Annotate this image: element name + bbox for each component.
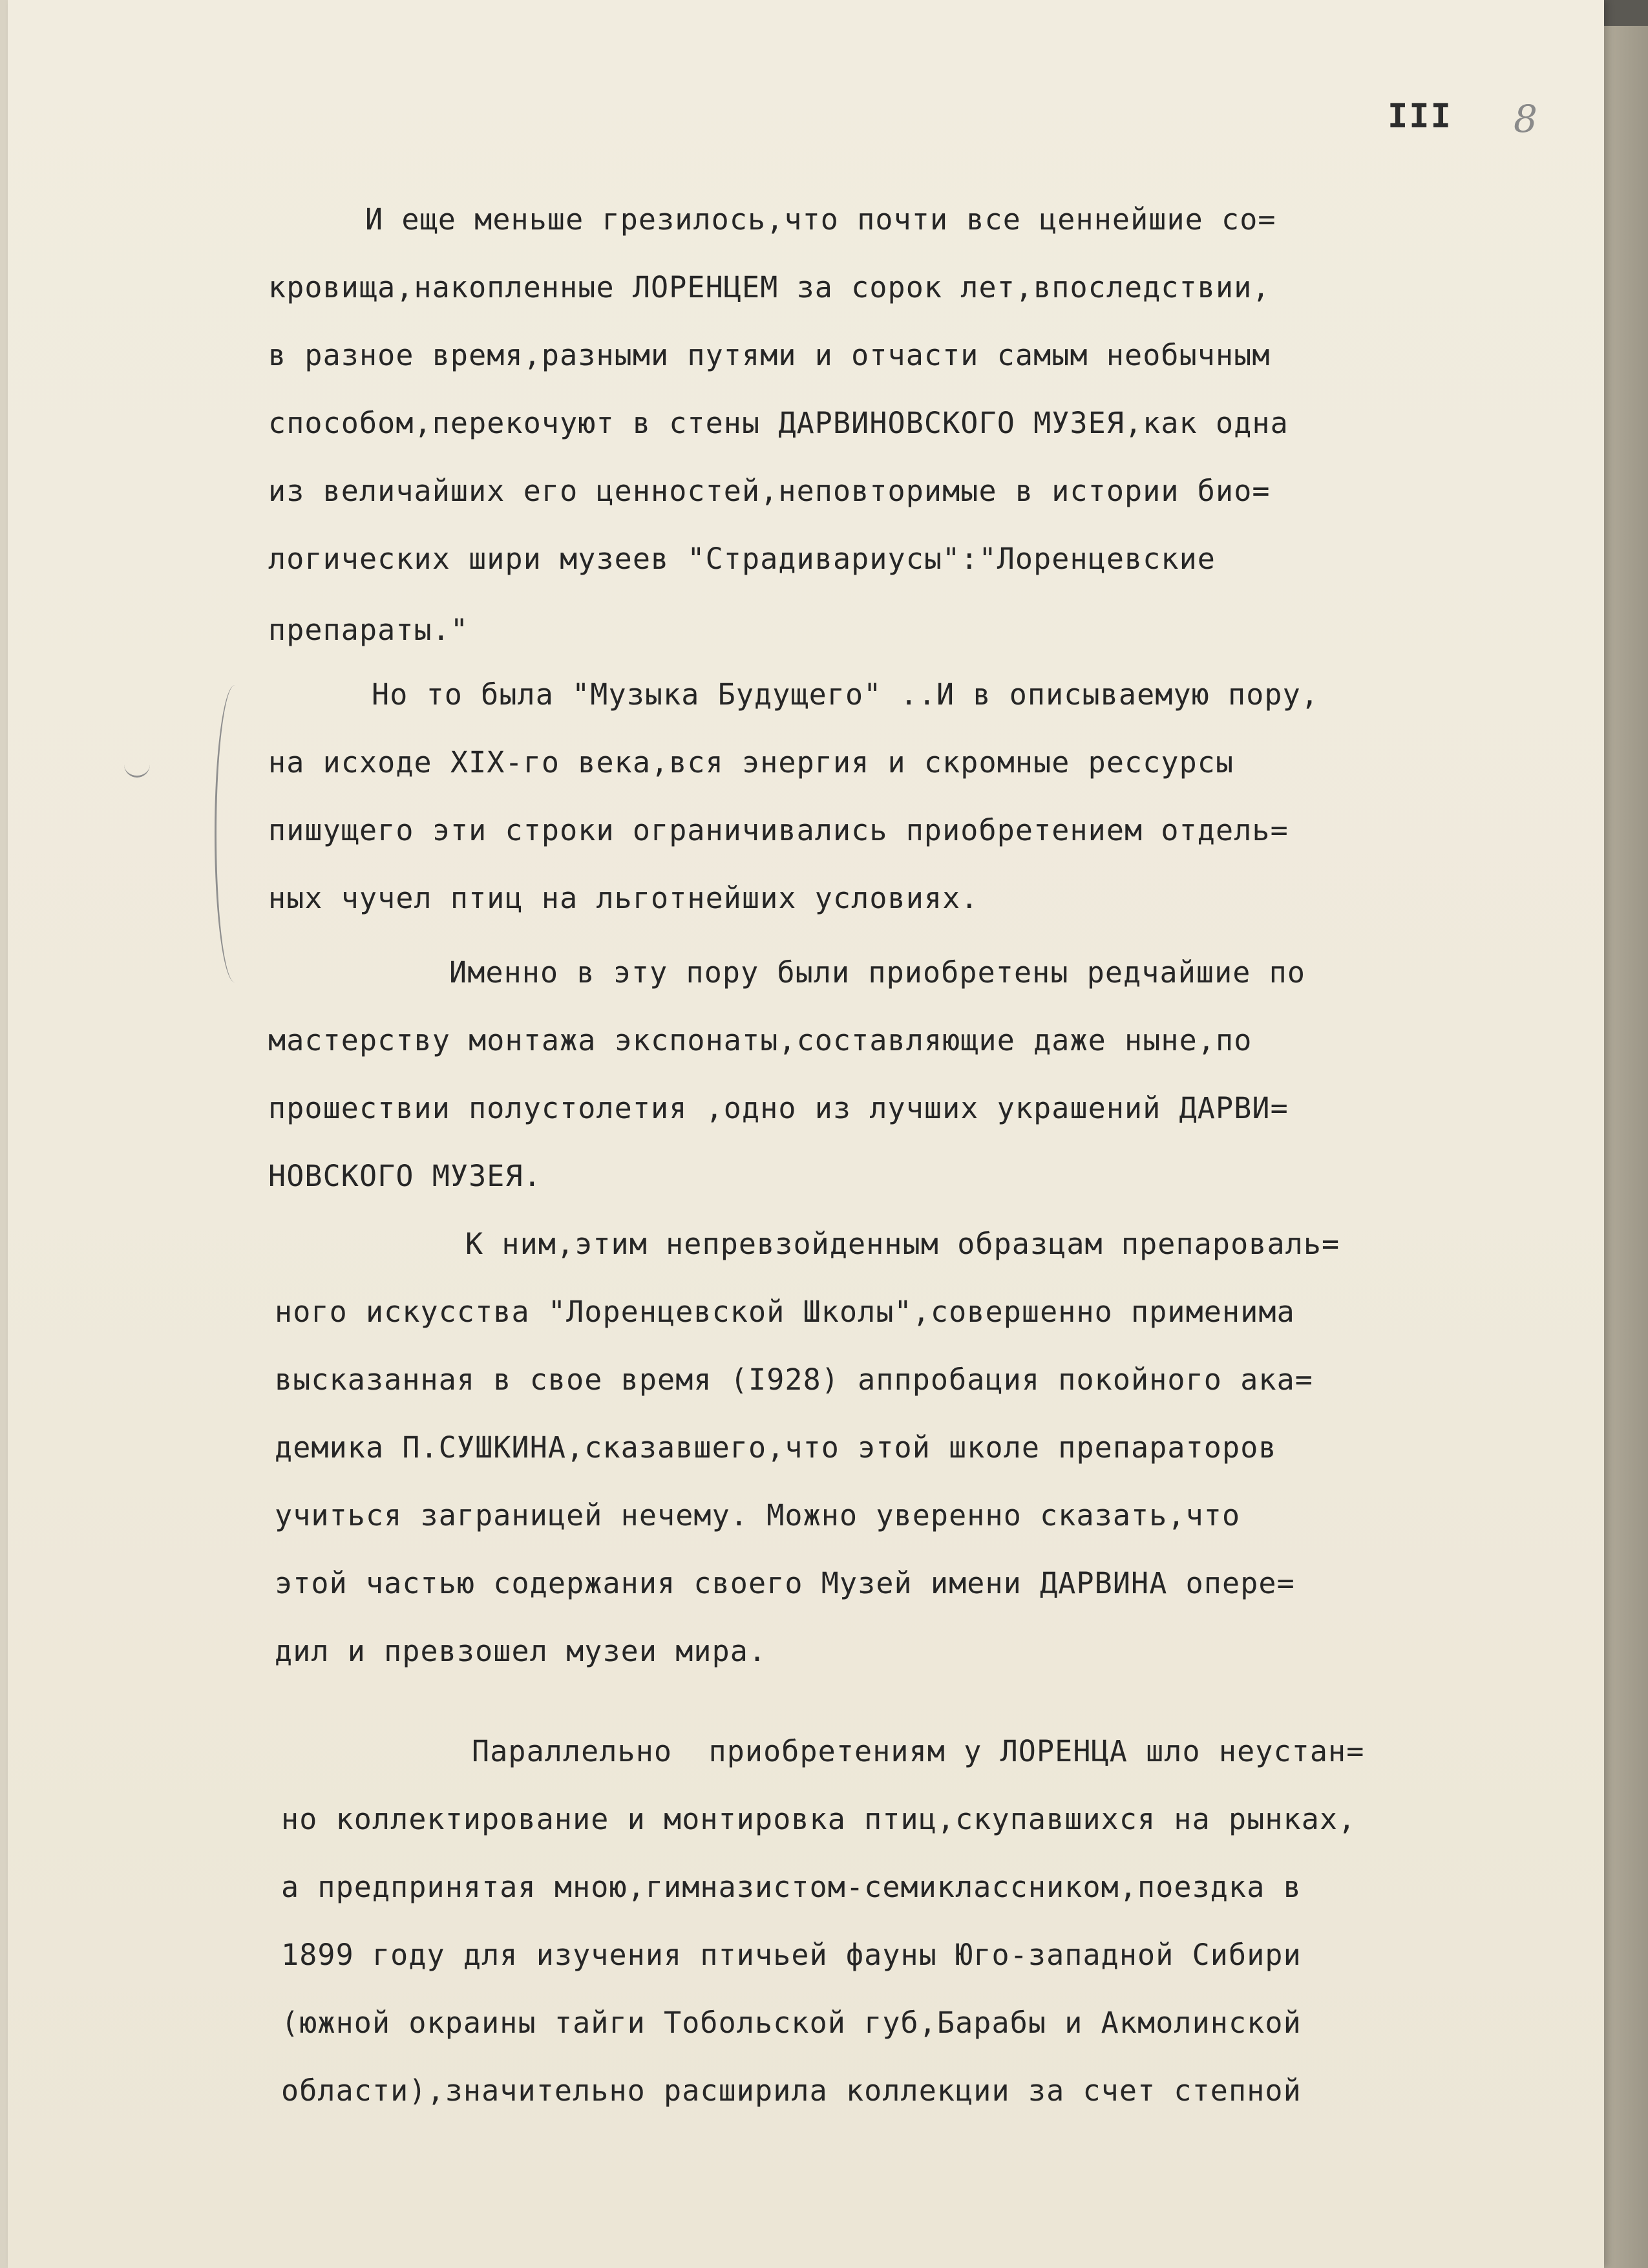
text-line: 1899 году для изучения птичьей фауны Юго-западной Сибири bbox=[281, 1938, 1302, 1972]
text-line: Параллельно приобретениям у ЛОРЕНЦА шло неустан= bbox=[472, 1734, 1365, 1768]
text-line: но коллектирование и монтировка птиц,скупавшихся на рынках, bbox=[281, 1802, 1357, 1836]
pencil-folio-number: 8 bbox=[1514, 97, 1537, 141]
text-line: из величайших его ценностей,неповторимые в истории био= bbox=[268, 474, 1271, 508]
text-line: ных чучел птиц на льготнейших условиях. bbox=[268, 881, 979, 915]
text-line: а предпринятая мною,гимназистом-семиклассником,поездка в bbox=[281, 1870, 1302, 1904]
text-line: ного искусства "Лоренцевской Школы",совершенно применима bbox=[275, 1295, 1295, 1329]
text-line: мастерству монтажа экспонаты,составляющие даже ныне,по bbox=[268, 1023, 1252, 1057]
text-line: кровища,накопленные ЛОРЕНЦЕМ за сорок лет,впоследствии, bbox=[268, 270, 1271, 304]
text-line: пишущего эти строки ограничивались приобретением отдель= bbox=[268, 813, 1289, 847]
text-line: в разное время,разными путями и отчасти самым необычным bbox=[268, 338, 1271, 372]
text-line: области),значительно расширила коллекции за счет степной bbox=[281, 2073, 1302, 2108]
text-line: (южной окраины тайги Тобольской губ,Барабы и Акмолинской bbox=[281, 2006, 1302, 2040]
text-line: логических шири музеев "Страдивариусы":"Лоренцевские bbox=[268, 542, 1216, 576]
page-number: III bbox=[1388, 97, 1452, 136]
text-line: К ним,этим непревзойденным образцам препароваль= bbox=[465, 1227, 1340, 1261]
text-line: дил и превзошел музеи мира. bbox=[275, 1634, 767, 1668]
text-line: демика П.СУШКИНА,сказавшего,что этой школе препараторов bbox=[275, 1430, 1277, 1465]
text-line: НОВСКОГО МУЗЕЯ. bbox=[268, 1159, 542, 1193]
text-line: прошествии полустолетия ,одно из лучших украшений ДАРВИ= bbox=[268, 1091, 1289, 1125]
text-line: учиться заграницей нечему. Можно уверенно сказать,что bbox=[275, 1498, 1241, 1532]
text-line: Но то была "Музыка Будущего" ..И в описываемую пору, bbox=[372, 677, 1319, 712]
text-line: способом,перекочуют в стены ДАРВИНОВСКОГО МУЗЕЯ,как одна bbox=[268, 406, 1289, 440]
text-line: высказанная в свое время (I928) аппробация покойного ака= bbox=[275, 1362, 1313, 1397]
text-line: Именно в эту пору были приобретены редчайшие по bbox=[449, 955, 1306, 990]
text-line: этой частью содержания своего Музей имени ДАРВИНА опере= bbox=[275, 1566, 1295, 1600]
text-line: препараты." bbox=[268, 613, 469, 647]
text-line: И еще меньше грезилось,что почти все ценнейшие со= bbox=[365, 202, 1276, 237]
text-line: на исходе XIX-го века,вся энергия и скромные рессурсы bbox=[268, 745, 1234, 779]
